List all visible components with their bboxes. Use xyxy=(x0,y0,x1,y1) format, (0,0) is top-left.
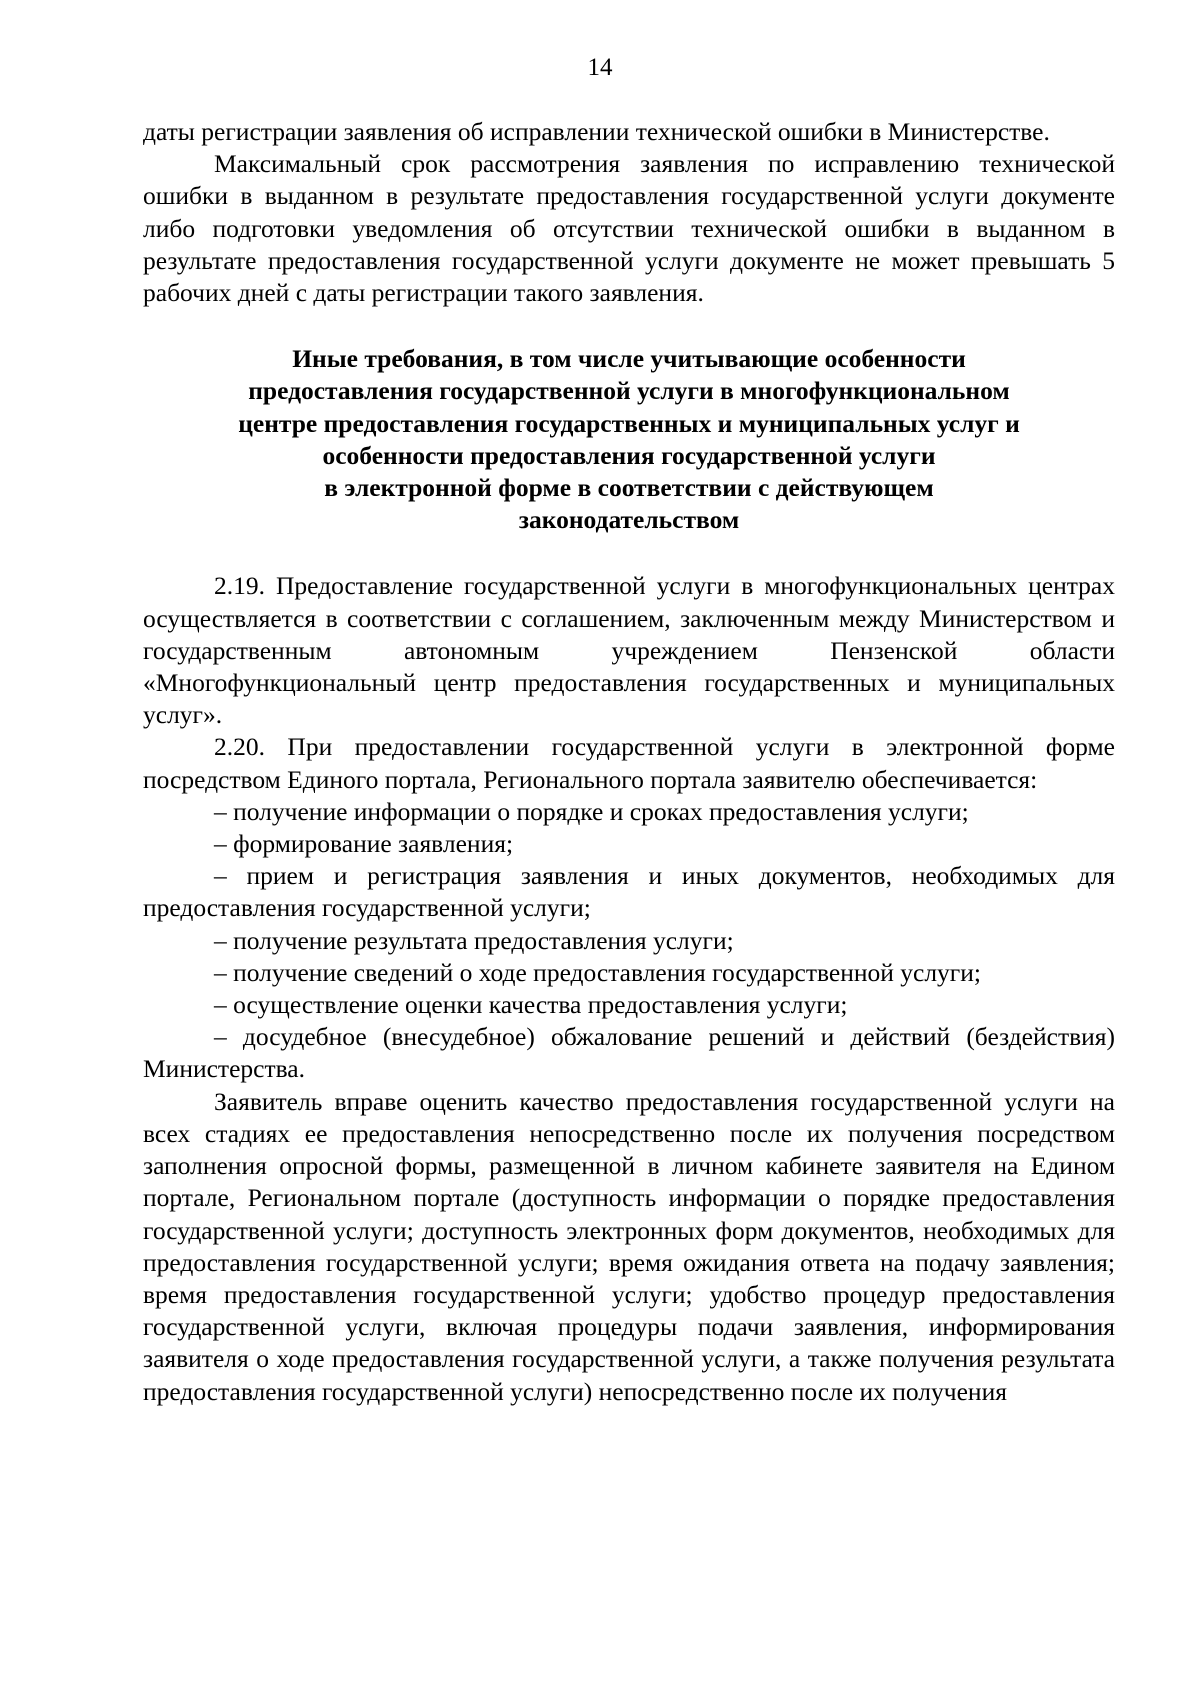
list-item: – прием и регистрация заявления и иных документов, необходимых для предоставления государственной услуги; xyxy=(143,861,1115,923)
paragraph-date-registration: даты регистрации заявления об исправлении технической ошибки в Министерстве. xyxy=(143,117,1050,146)
heading-line: законодательством xyxy=(518,505,740,535)
list-item: – осуществление оценки качества предоставления услуги; xyxy=(214,990,848,1020)
paragraph-applicant-assessment: Заявитель вправе оценить качество предоставления государственной услуги на всех стадиях ее предоставления непосредственно после их получения посредством заполнения опросной формы, размещенной в личном кабинете заявителя на Едином портале, Региональном портале (доступность информации о порядке предоставления государственной услуги; доступность электронных форм документов, необходимых для предоставления государственной услуги; время ожидания ответа на подачу заявления; время предоставления государственной услуги; удобство процедур предоставления государственной услуги, включая процедуры подачи заявления, информирования заявителя о ходе предоставления государственной услуги, а также получения результата предоставления государственной услуги) непосредственно после их получения xyxy=(143,1086,1115,1406)
section-heading xyxy=(143,343,1115,536)
heading-line: Иные требования, в том числе учитывающие особенности xyxy=(292,344,966,374)
list-item: – досудебное (внесудебное) обжалование решений и действий (бездействия) Министерства. xyxy=(143,1022,1115,1084)
page-number: 14 xyxy=(587,54,613,81)
list-item: – получение сведений о ходе предоставления государственной услуги; xyxy=(214,957,981,987)
heading-line: предоставления государственной услуги в многофункциональном xyxy=(248,376,1010,406)
list-item: – формирование заявления; xyxy=(214,829,514,859)
paragraph-2-19: 2.19. Предоставление государственной услуги в многофункциональных центрах осуществляется в соответствии с соглашением, заключенным между Министерством и государственным автономным учреждением Пензенской области «Многофункциональный центр предоставления государственных и муниципальных услуг». xyxy=(143,571,1115,730)
paragraph-2-20: 2.20. При предоставлении государственной услуги в электронной форме посредством Единого портала, Регионального портала заявителю обеспечивается: xyxy=(143,732,1115,794)
document-body xyxy=(143,116,1115,1408)
heading-line: в электронной форме в соответствии с действующем xyxy=(324,473,934,503)
list-item: – получение результата предоставления услуги; xyxy=(214,925,734,955)
heading-line: особенности предоставления государственной услуги xyxy=(322,440,936,470)
paragraph-max-term: Максимальный срок рассмотрения заявления по исправлению технической ошибки в выданном в результате предоставления государственной услуги документе либо подготовки уведомления об отсутствии технической ошибки в выданном в результате предоставления государственной услуги документе не может превышать 5 рабочих дней с даты регистрации такого заявления. xyxy=(143,149,1115,308)
heading-line: центре предоставления государственных и муниципальных услуг и xyxy=(238,408,1020,438)
list-item: – получение информации о порядке и сроках предоставления услуги; xyxy=(214,796,969,826)
